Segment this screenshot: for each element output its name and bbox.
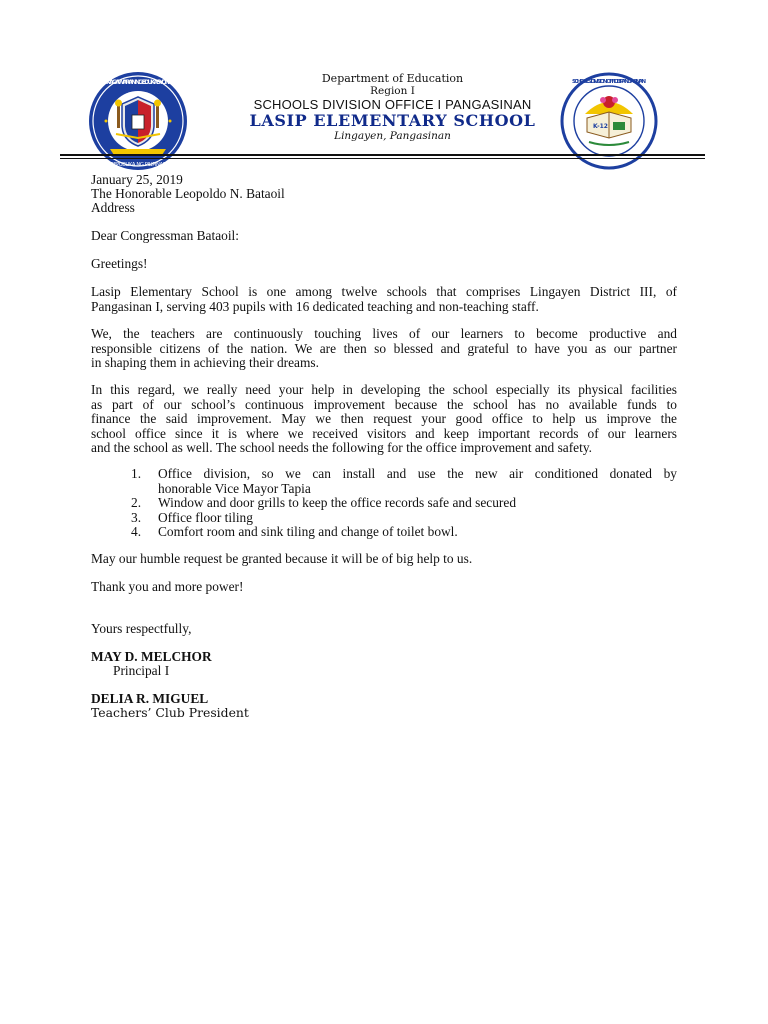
- list-item: [131, 511, 677, 526]
- request-sentence: May our humble request be granted because it will be of big help to us.: [91, 551, 473, 566]
- needs-list: [131, 467, 677, 540]
- paragraph-line: Pangasinan I, serving 403 pupils with 16 dedicated teaching and non-teaching staff.: [91, 298, 539, 314]
- list-item-number: 4.: [131, 524, 142, 539]
- salutation: Dear Congressman Bataoil:: [91, 228, 240, 243]
- paragraph-teachers: [91, 327, 677, 371]
- signatory-1-name: MAY D. MELCHOR: [91, 649, 212, 664]
- paragraph-line: school office since it is where we received visitors and keep important records of our learners: [91, 425, 677, 441]
- paragraph-line: In this regard, we really need your help in developing the school especially its physical facilities: [91, 382, 677, 397]
- deped-seal-bottom-text: REPUBLIKA NG PILIPINAS: [110, 162, 166, 168]
- list-item-number: 1.: [131, 466, 142, 481]
- paragraph-line: responsible citizens of the nation. We are then so blessed and grateful to have you as our partner: [91, 340, 677, 356]
- recipient-address: Address: [91, 200, 135, 215]
- paragraph-line: We, the teachers are continuously touching lives of our learners to become productive and: [91, 326, 677, 341]
- paragraph-line: and the school as well. The school needs the following for the office improvement and safety.: [91, 440, 593, 455]
- list-item: [131, 496, 677, 511]
- header-divider: [60, 154, 705, 156]
- recipient-name: The Honorable Leopoldo N. Bataoil: [91, 186, 285, 201]
- paragraph-line: Lasip Elementary School is one among twelve schools that comprises Lingayen District III, of: [91, 284, 677, 299]
- greeting: Greetings!: [91, 256, 148, 271]
- svg-text:K-12: K-12: [593, 123, 608, 130]
- thanks-sentence: Thank you and more power!: [91, 579, 244, 594]
- deped-seal-logo: [86, 70, 190, 172]
- list-item-text: honorable Vice Mayor Tapia: [158, 480, 311, 496]
- paragraph-request-details: [91, 383, 677, 456]
- division-name: SCHOOLS DIVISION OFFICE I PANGASINAN: [253, 97, 532, 112]
- deped-seal-text: KAGAWARAN NG EDUKASYON: [106, 79, 170, 86]
- region-name: Region I: [370, 85, 415, 97]
- list-item: [131, 467, 677, 496]
- paragraph-line: finance the said improvement. May we then request your good office to help us improve the: [91, 411, 677, 426]
- department-name: Department of Education: [321, 72, 464, 85]
- list-item-number: 3.: [131, 509, 142, 525]
- paragraph-line: as part of our school’s continuous improvement because the school has no available funds to: [91, 396, 677, 412]
- signatory-1-title: Principal I: [113, 663, 170, 678]
- list-item-text: Comfort room and sink tiling and change of toilet bowl.: [158, 524, 458, 539]
- header-divider-thin: [60, 158, 705, 159]
- division-seal-text: SCHOOLS DIVISION OFFICE I PANGASINAN: [572, 79, 646, 85]
- letter-date: January 25, 2019: [91, 172, 183, 187]
- signatory-2-name: DELIA R. MIGUEL: [91, 691, 209, 706]
- closing: Yours respectfully,: [91, 621, 192, 636]
- paragraph-school-intro: [91, 285, 677, 314]
- paragraph-line: in shaping them in achieving their dreams.: [91, 355, 319, 370]
- school-location: Lingayen, Pangasinan: [334, 130, 451, 142]
- list-item: [131, 525, 677, 540]
- school-name: LASIP ELEMENTARY SCHOOL: [249, 111, 536, 130]
- list-item-text: Office division, so we can install and use the new air conditioned donated by: [158, 466, 677, 481]
- list-item-text: Window and door grills to keep the office records safe and secured: [158, 495, 517, 510]
- list-item-number: 2.: [131, 495, 142, 510]
- list-item-text: Office floor tiling: [158, 509, 253, 525]
- signatory-2-title: Teachers’ Club President: [91, 705, 249, 720]
